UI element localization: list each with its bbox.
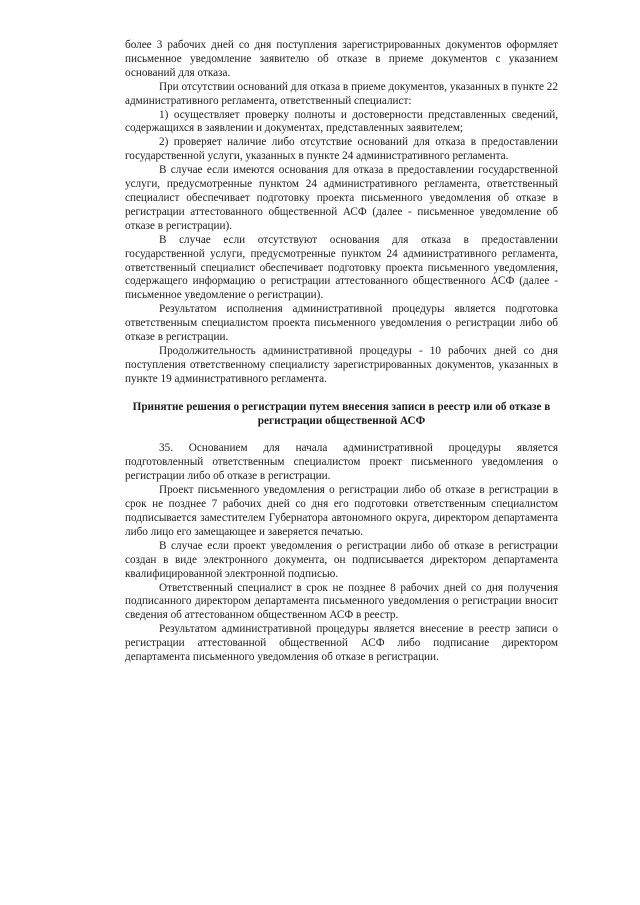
paragraph-bottom-4: Ответственный специалист в срок не позднее 8 рабочих дней со дня получения подписанного директором департамента письменного уведомления о регистрации вносит сведения об аттестованном общественном АСФ в реестр. <box>125 581 558 622</box>
paragraph-top-7: Результатом исполнения административной процедуры является подготовка ответственным специалистом проекта письменного уведомления о регистрации либо об отказе в регистрации. <box>125 303 558 344</box>
paragraph-bottom-5: Результатом административной процедуры является внесение в реестр записи о регистрации аттестованной общественной АСФ либо подписание директором департамента письменного уведомления об отказе в регистрации. <box>125 623 558 664</box>
paragraph-top-5: В случае если имеются основания для отказа в предоставлении государственной услуги, предусмотренные пунктом 24 административного регламента, ответственный специалист обеспечивает подготовку проекта письменного уведомления об отказе в регистрации аттестованного общественной АСФ (далее - письменное уведомление об отказе в регистрации). <box>125 164 558 232</box>
paragraph-bottom-1: 35. Основанием для начала административной процедуры является подготовленный ответственным специалистом проект письменного уведомления о регистрации либо об отказе в регистрации. <box>125 442 558 483</box>
paragraph-top-2: При отсутствии оснований для отказа в приеме документов, указанных в пункте 22 административного регламента, ответственный специалист: <box>125 80 558 107</box>
paragraph-top-8: Продолжительность административной процедуры - 10 рабочих дней со дня поступления ответственному специалисту зарегистрированных документов, указанных в пункте 19 административного регламента. <box>125 344 558 385</box>
paragraph-bottom-2: Проект письменного уведомления о регистрации либо об отказе в регистрации в срок не позднее 7 рабочих дней со дня его подготовки ответственным специалистом подписывается заместителем Губернатора автономного округа, директором департамента либо лицо его замещающее и заверяется печатью. <box>125 484 558 538</box>
paragraph-top-4: 2) проверяет наличие либо отсутствие оснований для отказа в предоставлении государственной услуги, указанных в пункте 24 административного регламента. <box>125 136 558 163</box>
section-heading: Принятие решения о регистрации путем внесения записи в реестр или об отказе в регистрации общественной АСФ <box>132 400 551 427</box>
paragraph-top-1: более 3 рабочих дней со дня поступления зарегистрированных документов оформляет письменное уведомление заявителю об отказе в приеме документов с указанием оснований для отказа. <box>125 39 558 79</box>
document-page <box>125 39 558 665</box>
paragraph-top-3: 1) осуществляет проверку полноты и достоверности представленных сведений, содержащихся в заявлении и документах, представленных заявителем; <box>125 108 558 135</box>
paragraph-top-6: В случае если отсутствуют основания для отказа в предоставлении государственной услуги, предусмотренные пунктом 24 административного регламента, ответственный специалист обеспечивает подготовку проекта письменного уведомления, содержащего информацию о регистрации аттестованного общественного АСФ (далее - письменное уведомление о регистрации). <box>125 233 558 302</box>
paragraph-bottom-3: В случае если проект уведомления о регистрации либо об отказе в регистрации создан в виде электронного документа, он подписывается директором департамента квалифицированной электронной подписью. <box>125 539 558 580</box>
